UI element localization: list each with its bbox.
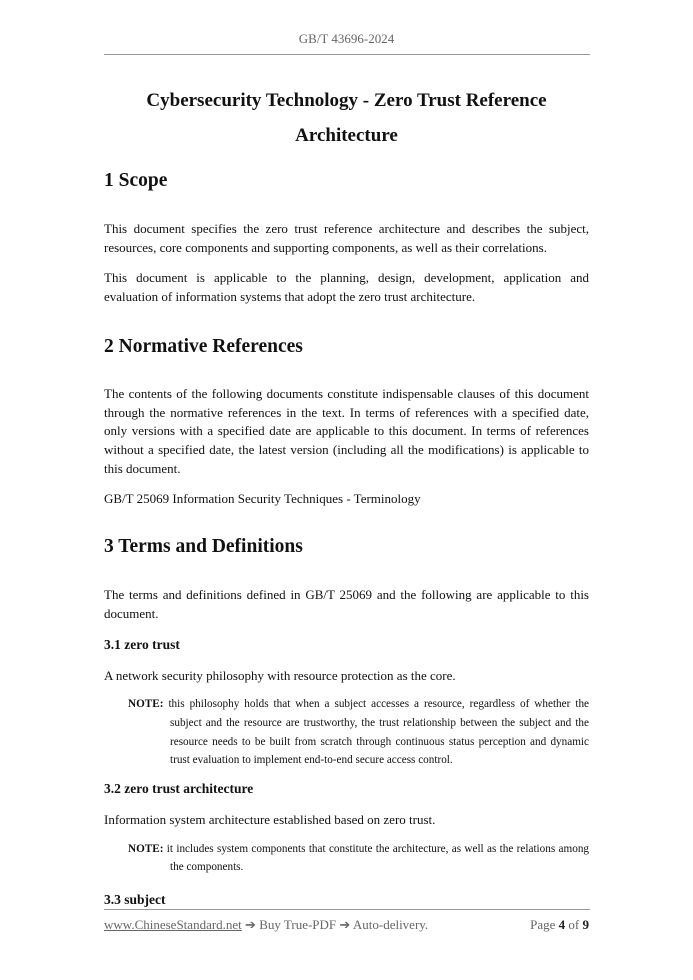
terms-intro-paragraph: The terms and definitions defined in GB/T 25069 and the following are applicable to this document. [104, 587, 589, 621]
term-definition-zero-trust-architecture: Information system architecture established based on zero trust. [104, 811, 436, 827]
normative-paragraph: The contents of the following documents constitute indispensable clauses of this document through the normative references in the text. In terms of references with a specified date, only versions with a specified date are applicable to this document. In terms of references without a specified date, the latest version (including all the modifications) is applicable to this document. [104, 385, 589, 476]
site-link[interactable]: www.ChineseStandard.net [104, 917, 242, 932]
arrow-right-icon: ➔ [339, 917, 351, 932]
page-number: 4 [558, 917, 566, 932]
note-text: this philosophy holds that when a subject accesses a resource, regardless of whether the subject and the resource are trustworthy, the trust relationship between the subject and the resource needs to be built from scratch through continuous status perception and dynamic trust evaluation to implement end-to-end secure access control. [168, 698, 589, 767]
footer-divider [104, 909, 590, 910]
scope-paragraph-1: This document specifies the zero trust reference architecture and describes the subject, resources, core components and supporting components, as well as their correlations. [104, 221, 589, 255]
footer-promo [104, 917, 428, 933]
term-note-zero-trust-architecture [104, 840, 589, 877]
page-label: Page [530, 917, 556, 932]
arrow-right-icon: ➔ [245, 917, 256, 932]
header-divider [104, 54, 590, 55]
of-label: of [568, 917, 580, 932]
section-heading-scope: 1 Scope [104, 170, 168, 191]
buy-pdf-text: Buy True-PDF [259, 917, 337, 932]
note-label: NOTE: [128, 842, 164, 855]
term-note-zero-trust [104, 695, 589, 770]
scope-paragraph-2: This document is applicable to the planning, design, development, application and evaluation of information systems that adopt the zero trust architecture. [104, 270, 589, 305]
section-heading-normative-references: 2 Normative References [104, 335, 303, 357]
note-text: it includes system components that constitute the architecture, as well as the relations among the components. [166, 842, 590, 874]
title-line-2: Architecture [295, 125, 398, 146]
title-line-1: Cybersecurity Technology - Zero Trust Reference [146, 90, 547, 111]
term-heading-zero-trust: 3.1 zero trust [104, 637, 180, 653]
section-heading-terms: 3 Terms and Definitions [104, 536, 303, 558]
note-label: NOTE: [128, 698, 164, 711]
term-definition-zero-trust: A network security philosophy with resource protection as the core. [104, 668, 456, 684]
document-body [104, 83, 589, 909]
term-heading-zero-trust-architecture: 3.2 zero trust architecture [104, 780, 254, 796]
page-indicator [530, 917, 589, 933]
normative-reference-item: GB/T 25069 Information Security Techniques - Terminology [104, 491, 421, 507]
term-heading-subject: 3.3 subject [104, 892, 166, 908]
delivery-text: Auto-delivery. [352, 917, 429, 932]
document-title [104, 83, 589, 153]
page-total: 9 [582, 917, 589, 932]
running-header: GB/T 43696-2024 [298, 31, 395, 46]
